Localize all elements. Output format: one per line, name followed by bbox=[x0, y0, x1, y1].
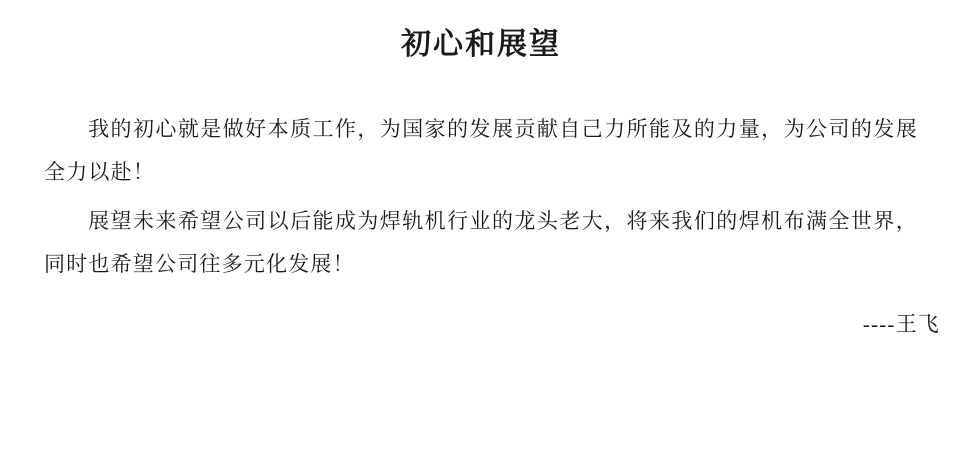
paragraph: 我的初心就是做好本质工作，为国家的发展贡献自己力所能及的力量，为公司的发展全力以赴！ bbox=[44, 117, 918, 185]
document-body bbox=[0, 108, 962, 286]
page-title: 初心和展望 bbox=[401, 28, 561, 61]
paragraph: 展望未来希望公司以后能成为焊轨机行业的龙头老大，将来我们的焊机布满全世界，同时也希望公司往多元化发展！ bbox=[44, 209, 918, 277]
document-page bbox=[0, 24, 962, 464]
signature: ----王飞 bbox=[862, 312, 940, 337]
